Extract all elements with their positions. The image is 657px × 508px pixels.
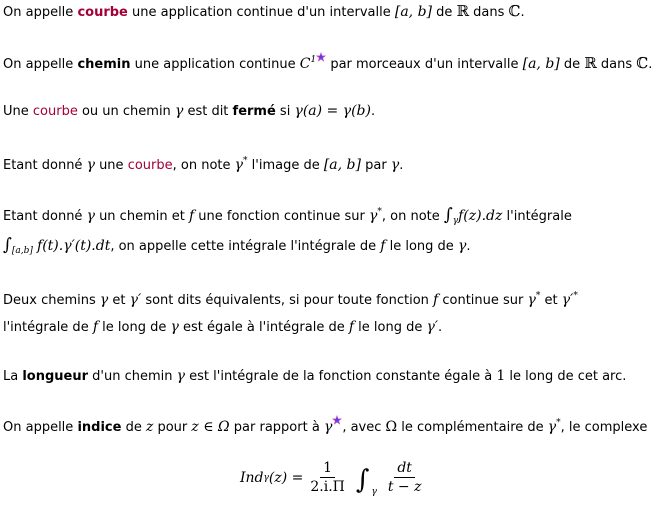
text: et — [108, 293, 130, 308]
term-longueur: longueur — [22, 369, 89, 384]
math-integral-sign: ∫ — [443, 205, 453, 225]
text: sont dits équivalents, si pour toute fonction — [141, 293, 434, 308]
text: l'intégrale de — [3, 320, 93, 335]
math-gamma: γ — [390, 157, 400, 173]
text: On appelle — [3, 5, 78, 20]
text: On appelle — [3, 420, 78, 435]
paragraph-image — [3, 152, 403, 175]
text: , avec — [342, 420, 386, 435]
paragraph-chemin — [3, 51, 652, 74]
text: si — [275, 104, 295, 119]
text: , on note — [381, 209, 444, 224]
text: une application continue — [130, 57, 300, 72]
text: de — [559, 57, 585, 72]
link-courbe[interactable]: courbe — [32, 104, 78, 119]
formula-fraction-coefficient — [307, 460, 348, 496]
math-gamma: γ — [99, 292, 109, 308]
text: , le complexe — [560, 420, 648, 435]
paragraph-integrale-line1 — [3, 203, 572, 230]
math-gamma: γ — [457, 238, 467, 254]
text: . — [399, 158, 404, 173]
math-integral-domain: γ — [452, 216, 459, 226]
math-gamma-prime: γ′ — [561, 292, 574, 308]
text: Une — [3, 104, 33, 119]
math-interval: [a, b] — [394, 4, 432, 20]
text: continue sur — [438, 293, 528, 308]
formula-fraction-integrand — [385, 460, 425, 496]
text: par morceaux d'un intervalle — [326, 57, 523, 72]
math-reals: ℝ — [584, 54, 597, 72]
text: dans — [468, 5, 509, 20]
text: , on appelle cette intégrale l'intégrale de — [110, 239, 381, 254]
paragraph-ferme — [3, 102, 375, 121]
text: de — [432, 5, 457, 20]
colored-star-icon — [332, 415, 342, 425]
text: un chemin et — [94, 209, 189, 224]
text: une fonction continue sur — [194, 209, 369, 224]
math-gamma: γ — [86, 208, 95, 224]
math-gamma-star — [528, 292, 541, 308]
paragraph-courbe — [3, 2, 525, 22]
math-integral-sign: ∫ — [3, 235, 12, 255]
text: . — [466, 239, 471, 254]
math-star: * — [377, 207, 382, 217]
text: est dit — [183, 104, 233, 119]
text: une application continue d'un intervalle — [127, 5, 395, 20]
math-C1 — [300, 56, 316, 72]
math-star: * — [573, 291, 578, 301]
formula-denominator: t − z — [387, 479, 422, 495]
text: le complémentaire de — [397, 420, 548, 435]
text: Etant donné — [3, 158, 87, 173]
math-integral-domain: [a,b] — [11, 246, 33, 256]
math-omega: Ω — [385, 419, 398, 435]
text: Etant donné — [3, 209, 87, 224]
formula-denominator: 2.i.Π — [310, 479, 345, 495]
formula-numerator: dt — [394, 460, 415, 478]
math-gamma-star — [548, 419, 561, 435]
text: est égale à l'intégrale de — [178, 320, 349, 335]
text: le long de — [354, 320, 427, 335]
math-gamma-star — [369, 208, 382, 224]
math-integral-expression: f(z).dz — [458, 208, 503, 224]
math-complex: ℂ — [508, 2, 521, 20]
math-one: 1 — [496, 368, 506, 384]
text: La — [3, 369, 23, 384]
formula-numerator: 1 — [320, 460, 335, 478]
math-f: f — [380, 238, 386, 254]
math-z: z — [145, 419, 154, 435]
term-indice: indice — [77, 420, 122, 435]
text: le long de — [98, 320, 171, 335]
math-gamma: γ — [86, 157, 95, 173]
text: pour — [153, 420, 192, 435]
math-gamma: γ — [527, 292, 536, 308]
text: On appelle — [3, 57, 78, 72]
text: . — [438, 320, 443, 335]
index-formula — [240, 460, 428, 496]
paragraph-longueur — [3, 367, 626, 386]
math-closed-equation: γ(a) = γ(b) — [294, 103, 371, 119]
math-f: f — [188, 208, 195, 224]
text: est l'intégrale de la fonction constante égale à — [185, 369, 497, 384]
text: par — [360, 158, 391, 173]
text: et — [540, 293, 562, 308]
math-gamma: γ — [234, 157, 244, 173]
math-star: * — [535, 291, 541, 301]
term-ferme: fermé — [232, 104, 276, 119]
text: l'image de — [247, 158, 324, 173]
paragraph-integrale-line2 — [3, 236, 470, 260]
math-f: f — [92, 319, 99, 335]
text: dans — [596, 57, 637, 72]
formula-ind-subscript: γ — [263, 473, 269, 483]
formula-ind: Ind — [240, 470, 264, 486]
formula-lhs-arg — [269, 470, 303, 486]
formula-integral-domain: γ — [371, 487, 377, 497]
term-chemin: chemin — [77, 57, 131, 72]
text: ou un chemin — [77, 104, 175, 119]
math-C: C — [299, 56, 311, 72]
paragraph-equivalents-line2 — [3, 318, 442, 337]
math-gamma-star — [235, 157, 248, 173]
paragraph-indice — [3, 414, 647, 437]
math-gamma-prime: γ′ — [426, 319, 439, 335]
math-gamma-prime: γ′ — [129, 292, 142, 308]
text: Deux chemins — [3, 293, 100, 308]
text: . — [520, 5, 525, 20]
math-star: * — [556, 418, 561, 428]
text: une — [94, 158, 128, 173]
math-sup-1: 1 — [310, 55, 317, 65]
math-gamma-prime-star — [562, 292, 578, 308]
text: de — [121, 420, 146, 435]
text: . — [370, 104, 376, 119]
link-courbe[interactable]: courbe — [127, 158, 173, 173]
formula-arg: (z) = — [268, 470, 304, 486]
math-gamma: γ — [170, 319, 179, 335]
text: par rapport à — [229, 420, 324, 435]
math-z-in-omega: z ∈ Ω — [191, 419, 230, 435]
math-interval: [a, b] — [323, 157, 361, 173]
text: l'intégrale — [502, 209, 572, 224]
paragraph-equivalents-line1 — [3, 287, 578, 310]
text: le long de — [385, 239, 458, 254]
math-gamma: γ — [368, 208, 378, 224]
text: . — [648, 57, 653, 72]
math-gamma: γ — [176, 368, 186, 384]
text: d'un chemin — [88, 369, 177, 384]
text: le long de cet arc. — [505, 369, 627, 384]
math-interval: [a, b] — [522, 56, 560, 72]
term-courbe: courbe — [77, 5, 128, 20]
math-reals: ℝ — [456, 2, 469, 20]
math-star: * — [243, 156, 248, 166]
math-f: f — [348, 319, 355, 335]
colored-star-icon — [316, 52, 326, 62]
math-integral-expression: f(t).γ′(t).dt — [37, 238, 111, 254]
math-gamma: γ — [323, 419, 333, 435]
text: , on note — [172, 158, 235, 173]
formula-integral-sign: ∫ — [355, 465, 370, 495]
math-gamma: γ — [547, 419, 557, 435]
math-gamma: γ — [174, 103, 184, 119]
math-f: f — [433, 292, 439, 308]
math-complex: ℂ — [636, 54, 649, 72]
